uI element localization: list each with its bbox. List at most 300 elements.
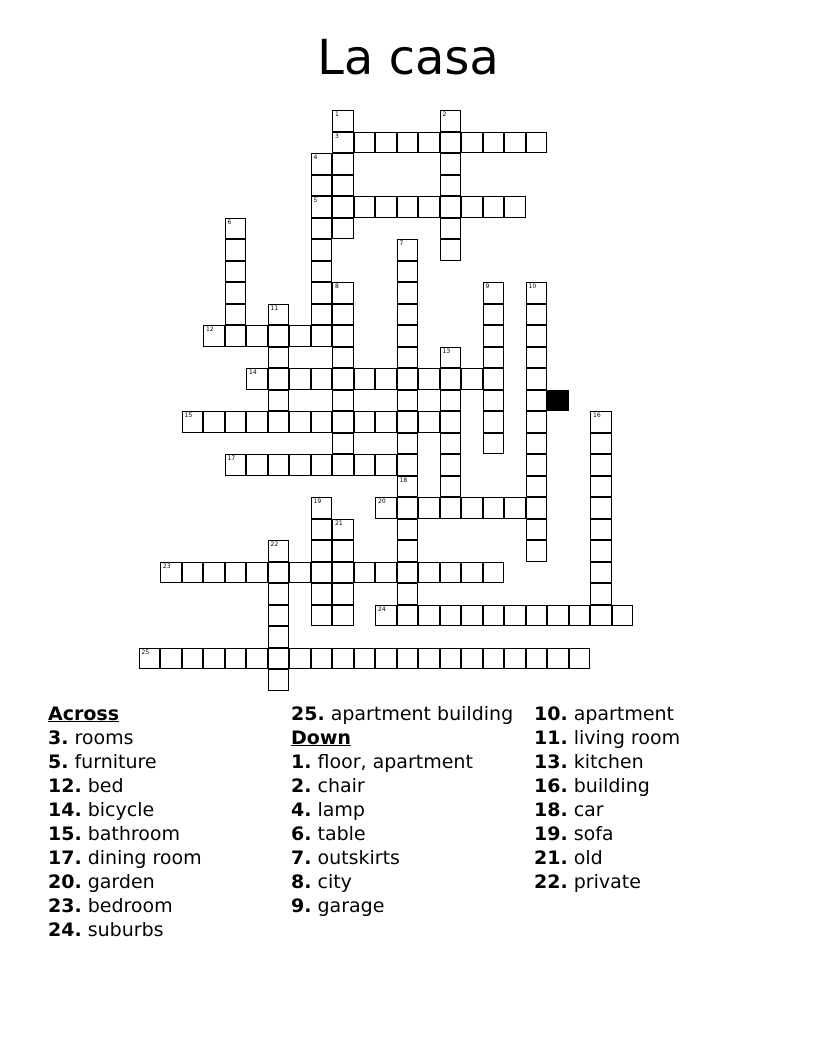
grid-cell[interactable] — [504, 132, 526, 154]
clue-text: rooms — [68, 727, 134, 749]
grid-cell[interactable] — [418, 132, 440, 154]
grid-cell[interactable] — [332, 325, 354, 347]
grid-cell[interactable] — [440, 390, 462, 412]
grid-cell[interactable] — [397, 648, 419, 670]
clue-number-label: 9. — [291, 895, 312, 917]
grid-cell[interactable] — [397, 325, 419, 347]
grid-cell[interactable] — [289, 325, 311, 347]
grid-cell[interactable] — [526, 433, 548, 455]
clue-number-label: 23. — [48, 895, 82, 917]
clue-number-label: 12. — [48, 775, 82, 797]
clue-item — [534, 750, 784, 774]
grid-cell[interactable] — [311, 368, 333, 390]
grid-cell[interactable] — [440, 196, 462, 218]
grid-cell[interactable] — [182, 562, 204, 584]
grid-cell[interactable] — [225, 454, 247, 476]
grid-cell[interactable] — [311, 648, 333, 670]
grid-cell[interactable] — [203, 325, 225, 347]
clue-number-label: 10. — [534, 703, 568, 725]
grid-cell[interactable] — [483, 368, 505, 390]
grid-cell[interactable] — [225, 411, 247, 433]
grid-cell[interactable] — [332, 196, 354, 218]
grid-cell[interactable] — [461, 562, 483, 584]
grid-cell[interactable] — [397, 583, 419, 605]
grid-cell[interactable] — [332, 411, 354, 433]
clue-number: 25 — [141, 648, 150, 656]
grid-cell[interactable] — [311, 175, 333, 197]
grid-cell[interactable] — [590, 497, 612, 519]
grid-cell[interactable] — [461, 605, 483, 627]
grid-cell[interactable] — [440, 153, 462, 175]
grid-cell[interactable] — [397, 304, 419, 326]
clue-item — [534, 774, 784, 798]
grid-cell[interactable] — [397, 239, 419, 261]
clue-number: 14 — [249, 369, 257, 376]
grid-cell[interactable] — [354, 132, 376, 154]
grid-cell[interactable] — [461, 196, 483, 218]
grid-cell[interactable] — [397, 390, 419, 412]
clue-item — [291, 870, 526, 894]
clue-text: bed — [81, 775, 124, 797]
grid-cell[interactable] — [590, 433, 612, 455]
grid-cell[interactable] — [203, 648, 225, 670]
clue-number-label: 18. — [534, 799, 568, 821]
grid-cell[interactable] — [526, 368, 548, 390]
grid-cell[interactable] — [225, 261, 247, 283]
grid-cell[interactable] — [375, 562, 397, 584]
grid-cell[interactable] — [354, 454, 376, 476]
grid-cell[interactable] — [440, 454, 462, 476]
clue-item — [534, 846, 784, 870]
clue-number-label: 8. — [291, 871, 312, 893]
clue-text: sofa — [567, 823, 614, 845]
grid-cell[interactable] — [268, 605, 290, 627]
grid-cell[interactable] — [440, 605, 462, 627]
grid-cell[interactable] — [397, 433, 419, 455]
grid-cell[interactable] — [440, 433, 462, 455]
grid-cell[interactable] — [483, 497, 505, 519]
clue-number-label: 21. — [534, 847, 568, 869]
clue-number: 11 — [270, 304, 279, 312]
grid-cell[interactable] — [289, 454, 311, 476]
grid-cell[interactable] — [375, 132, 397, 154]
grid-cell[interactable] — [440, 648, 462, 670]
clue-text: old — [567, 847, 603, 869]
clue-number-label: 7. — [291, 847, 312, 869]
clue-number-label: 13. — [534, 751, 568, 773]
grid-cell[interactable] — [311, 282, 333, 304]
clue-text: chair — [311, 775, 365, 797]
grid-cell[interactable] — [311, 540, 333, 562]
clue-text: city — [311, 871, 352, 893]
clue-text: dining room — [81, 847, 202, 869]
grid-cell[interactable] — [289, 411, 311, 433]
grid-cell[interactable] — [483, 605, 505, 627]
clue-number: 20 — [378, 498, 386, 505]
grid-cell[interactable] — [504, 196, 526, 218]
clue-text: furniture — [68, 751, 157, 773]
grid-cell[interactable] — [483, 390, 505, 412]
grid-cell[interactable] — [311, 454, 333, 476]
grid-cell[interactable] — [268, 562, 290, 584]
grid-cell[interactable] — [268, 454, 290, 476]
grid-cell[interactable] — [332, 519, 354, 541]
clue-text: bedroom — [81, 895, 173, 917]
clue-number-label: 2. — [291, 775, 312, 797]
grid-cell[interactable] — [268, 626, 290, 648]
clue-number-label: 14. — [48, 799, 82, 821]
clue-item — [534, 822, 784, 846]
clue-number-label: 20. — [48, 871, 82, 893]
grid-cell[interactable] — [311, 562, 333, 584]
grid-cell[interactable] — [504, 605, 526, 627]
grid-cell[interactable] — [332, 454, 354, 476]
clue-number-label: 11. — [534, 727, 568, 749]
grid-cell[interactable] — [311, 218, 333, 240]
grid-cell[interactable] — [246, 325, 268, 347]
grid-cell[interactable] — [268, 390, 290, 412]
grid-cell[interactable] — [526, 282, 548, 304]
grid-cell[interactable] — [332, 282, 354, 304]
grid-cell[interactable] — [440, 239, 462, 261]
clue-text: floor, apartment — [311, 751, 473, 773]
grid-cell[interactable] — [440, 562, 462, 584]
grid-cell[interactable] — [375, 648, 397, 670]
grid-block — [547, 390, 569, 412]
grid-cell[interactable] — [440, 368, 462, 390]
grid-cell[interactable] — [375, 605, 397, 627]
grid-cell[interactable] — [268, 648, 290, 670]
grid-cell[interactable] — [268, 583, 290, 605]
grid-cell[interactable] — [375, 411, 397, 433]
clue-number: 1 — [335, 111, 339, 118]
grid-cell[interactable] — [526, 325, 548, 347]
grid-cell[interactable] — [418, 605, 440, 627]
grid-cell[interactable] — [526, 540, 548, 562]
clue-number-label: 1. — [291, 751, 312, 773]
grid-cell[interactable] — [590, 540, 612, 562]
clue-text: suburbs — [81, 919, 164, 941]
clue-text: lamp — [311, 799, 365, 821]
grid-cell[interactable] — [483, 196, 505, 218]
clue-number: 19 — [313, 498, 322, 505]
clue-text: private — [567, 871, 641, 893]
grid-cell[interactable] — [268, 347, 290, 369]
grid-cell[interactable] — [311, 325, 333, 347]
clue-item — [48, 774, 283, 798]
grid-cell[interactable] — [311, 304, 333, 326]
grid-cell[interactable] — [590, 519, 612, 541]
down-clue-list-continued — [534, 702, 784, 894]
clue-text: garage — [311, 895, 385, 917]
clue-item — [48, 750, 283, 774]
grid-cell[interactable] — [569, 605, 591, 627]
grid-cell[interactable] — [332, 562, 354, 584]
clue-number: 16 — [593, 412, 601, 419]
grid-cell[interactable] — [461, 132, 483, 154]
grid-cell[interactable] — [311, 497, 333, 519]
grid-cell[interactable] — [440, 110, 462, 132]
grid-cell[interactable] — [526, 390, 548, 412]
grid-cell[interactable] — [397, 476, 419, 498]
grid-cell[interactable] — [397, 497, 419, 519]
grid-cell[interactable] — [246, 368, 268, 390]
grid-cell[interactable] — [526, 476, 548, 498]
grid-cell[interactable] — [418, 196, 440, 218]
puzzle-title: La casa — [317, 30, 499, 86]
grid-cell[interactable] — [182, 648, 204, 670]
grid-cell[interactable] — [440, 347, 462, 369]
clue-number-label: 15. — [48, 823, 82, 845]
grid-cell[interactable] — [332, 433, 354, 455]
grid-cell[interactable] — [375, 368, 397, 390]
grid-cell[interactable] — [504, 648, 526, 670]
clues-column-2 — [291, 702, 526, 918]
grid-cell[interactable] — [354, 411, 376, 433]
grid-cell[interactable] — [526, 347, 548, 369]
grid-cell[interactable] — [311, 196, 333, 218]
grid-cell[interactable] — [311, 411, 333, 433]
grid-cell[interactable] — [590, 411, 612, 433]
clue-text: apartment — [567, 703, 675, 725]
clue-number: 24 — [378, 605, 386, 613]
grid-cell[interactable] — [418, 497, 440, 519]
clue-item — [291, 894, 526, 918]
grid-cell[interactable] — [590, 454, 612, 476]
grid-cell[interactable] — [397, 368, 419, 390]
grid-cell[interactable] — [203, 411, 225, 433]
clue-number: 15 — [184, 412, 193, 419]
grid-cell[interactable] — [332, 304, 354, 326]
grid-cell[interactable] — [397, 196, 419, 218]
clue-item — [291, 798, 526, 822]
clue-text: kitchen — [567, 751, 644, 773]
grid-cell[interactable] — [354, 196, 376, 218]
grid-cell[interactable] — [526, 304, 548, 326]
grid-cell[interactable] — [440, 497, 462, 519]
grid-cell[interactable] — [225, 218, 247, 240]
grid-cell[interactable] — [569, 648, 591, 670]
grid-cell[interactable] — [225, 239, 247, 261]
grid-cell[interactable] — [203, 562, 225, 584]
grid-cell[interactable] — [526, 454, 548, 476]
grid-cell[interactable] — [397, 347, 419, 369]
grid-cell[interactable] — [397, 540, 419, 562]
grid-cell[interactable] — [225, 648, 247, 670]
grid-cell[interactable] — [375, 454, 397, 476]
clue-text: car — [567, 799, 604, 821]
clue-number: 13 — [442, 347, 451, 355]
clue-text: bathroom — [81, 823, 181, 845]
clues-column-1 — [48, 702, 283, 942]
clue-item — [534, 870, 784, 894]
grid-cell[interactable] — [332, 153, 354, 175]
grid-cell[interactable] — [268, 304, 290, 326]
clue-number-label: 22. — [534, 871, 568, 893]
grid-cell[interactable] — [332, 218, 354, 240]
grid-cell[interactable] — [354, 562, 376, 584]
grid-cell[interactable] — [332, 605, 354, 627]
grid-cell[interactable] — [547, 605, 569, 627]
grid-cell[interactable] — [504, 497, 526, 519]
grid-cell[interactable] — [268, 411, 290, 433]
clue-item — [534, 726, 784, 750]
grid-cell[interactable] — [397, 261, 419, 283]
grid-cell[interactable] — [483, 433, 505, 455]
grid-cell[interactable] — [268, 325, 290, 347]
grid-cell[interactable] — [526, 519, 548, 541]
clue-number-label: 24. — [48, 919, 82, 941]
grid-cell[interactable] — [289, 368, 311, 390]
grid-cell[interactable] — [332, 583, 354, 605]
grid-cell[interactable] — [590, 476, 612, 498]
grid-cell[interactable] — [332, 368, 354, 390]
clue-number-label: 6. — [291, 823, 312, 845]
grid-cell[interactable] — [461, 497, 483, 519]
grid-cell[interactable] — [526, 132, 548, 154]
grid-cell[interactable] — [590, 583, 612, 605]
grid-cell[interactable] — [418, 368, 440, 390]
grid-cell[interactable] — [526, 605, 548, 627]
grid-cell[interactable] — [311, 239, 333, 261]
grid-cell[interactable] — [289, 562, 311, 584]
clue-item — [534, 702, 784, 726]
grid-cell[interactable] — [397, 562, 419, 584]
grid-cell[interactable] — [375, 196, 397, 218]
grid-cell[interactable] — [483, 347, 505, 369]
clue-item — [48, 894, 283, 918]
grid-cell[interactable] — [397, 519, 419, 541]
clue-item — [291, 846, 526, 870]
grid-cell[interactable] — [160, 648, 182, 670]
grid-cell[interactable] — [332, 347, 354, 369]
clue-number: 10 — [528, 283, 537, 290]
grid-cell[interactable] — [332, 390, 354, 412]
grid-cell[interactable] — [418, 648, 440, 670]
grid-cell[interactable] — [246, 411, 268, 433]
grid-cell[interactable] — [289, 648, 311, 670]
clue-item — [48, 846, 283, 870]
clue-item — [48, 798, 283, 822]
clue-text: outskirts — [311, 847, 400, 869]
grid-cell[interactable] — [268, 669, 290, 691]
grid-cell[interactable] — [139, 648, 161, 670]
clue-text: building — [567, 775, 650, 797]
grid-cell[interactable] — [397, 411, 419, 433]
grid-cell[interactable] — [483, 304, 505, 326]
clue-number-label: 5. — [48, 751, 69, 773]
grid-cell[interactable] — [225, 282, 247, 304]
grid-cell[interactable] — [440, 175, 462, 197]
grid-cell[interactable] — [246, 648, 268, 670]
grid-cell[interactable] — [182, 411, 204, 433]
clue-number-label: 3. — [48, 727, 69, 749]
grid-cell[interactable] — [418, 411, 440, 433]
clue-number: 18 — [399, 476, 408, 484]
grid-cell[interactable] — [461, 648, 483, 670]
grid-cell[interactable] — [440, 132, 462, 154]
grid-cell[interactable] — [440, 218, 462, 240]
grid-cell[interactable] — [246, 562, 268, 584]
clue-text: bicycle — [81, 799, 155, 821]
grid-cell[interactable] — [311, 605, 333, 627]
clue-number: 3 — [335, 132, 339, 140]
grid-cell[interactable] — [332, 175, 354, 197]
clue-number-label: 16. — [534, 775, 568, 797]
across-heading: Across — [48, 703, 120, 725]
clue-item — [291, 822, 526, 846]
grid-cell[interactable] — [160, 562, 182, 584]
clue-item — [48, 870, 283, 894]
clue-number: 8 — [335, 283, 339, 290]
grid-cell[interactable] — [332, 110, 354, 132]
grid-cell[interactable] — [246, 454, 268, 476]
grid-cell[interactable] — [483, 282, 505, 304]
clue-number: 2 — [442, 111, 447, 118]
grid-cell[interactable] — [590, 605, 612, 627]
grid-cell[interactable] — [332, 540, 354, 562]
grid-cell[interactable] — [526, 411, 548, 433]
clue-item — [534, 798, 784, 822]
grid-cell[interactable] — [225, 562, 247, 584]
grid-cell[interactable] — [397, 454, 419, 476]
grid-cell[interactable] — [354, 368, 376, 390]
grid-cell[interactable] — [332, 648, 354, 670]
clue-item — [48, 822, 283, 846]
grid-cell[interactable] — [354, 648, 376, 670]
grid-cell[interactable] — [590, 562, 612, 584]
clue-number: 21 — [335, 519, 343, 527]
grid-cell[interactable] — [311, 519, 333, 541]
grid-cell[interactable] — [418, 562, 440, 584]
grid-cell[interactable] — [483, 562, 505, 584]
grid-cell[interactable] — [311, 153, 333, 175]
grid-cell[interactable] — [225, 325, 247, 347]
clue-number: 22 — [270, 541, 279, 548]
grid-cell[interactable] — [311, 583, 333, 605]
grid-cell[interactable] — [526, 648, 548, 670]
grid-cell[interactable] — [483, 132, 505, 154]
clue-number: 9 — [485, 283, 490, 290]
grid-cell[interactable] — [612, 605, 634, 627]
grid-cell[interactable] — [332, 132, 354, 154]
grid-cell[interactable] — [461, 368, 483, 390]
grid-cell[interactable] — [483, 648, 505, 670]
clue-number: 7 — [399, 240, 404, 247]
grid-cell[interactable] — [311, 261, 333, 283]
across-clue-list — [48, 726, 283, 942]
grid-cell[interactable] — [483, 325, 505, 347]
grid-cell[interactable] — [397, 282, 419, 304]
grid-cell[interactable] — [440, 411, 462, 433]
grid-cell[interactable] — [268, 540, 290, 562]
grid-cell[interactable] — [225, 304, 247, 326]
clue-item — [48, 726, 283, 750]
clue-number: 17 — [227, 455, 236, 462]
grid-cell[interactable] — [397, 605, 419, 627]
grid-cell[interactable] — [397, 132, 419, 154]
clue-number: 12 — [206, 326, 214, 333]
grid-cell[interactable] — [483, 411, 505, 433]
clue-item — [291, 702, 526, 726]
grid-cell[interactable] — [440, 476, 462, 498]
clues-column-3 — [534, 702, 784, 894]
grid-cell[interactable] — [268, 368, 290, 390]
clue-number-label: 17. — [48, 847, 82, 869]
grid-cell[interactable] — [547, 648, 569, 670]
grid-cell[interactable] — [526, 497, 548, 519]
grid-cell[interactable] — [375, 497, 397, 519]
